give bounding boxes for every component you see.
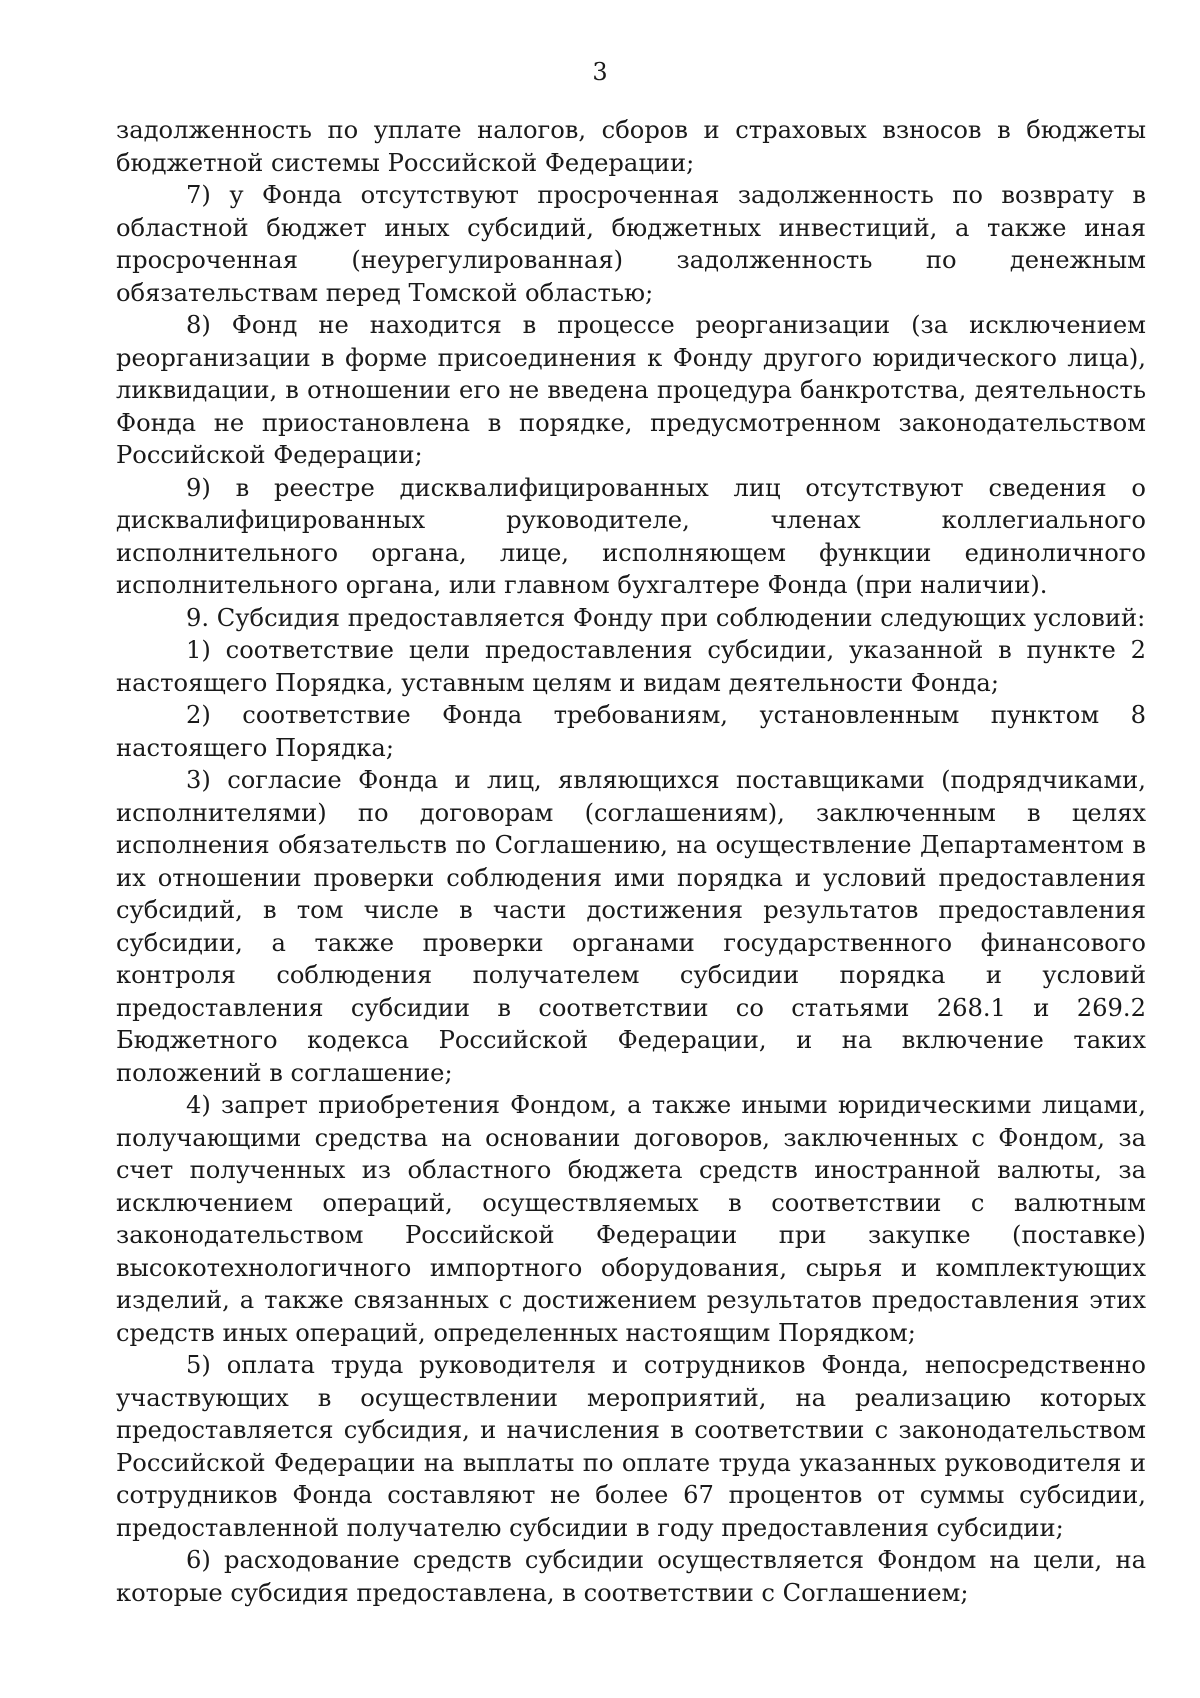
list-marker: 5) xyxy=(186,1351,211,1379)
condition-item-3 xyxy=(116,764,1146,1089)
paragraph-text: у Фонда отсутствуют просроченная задолженность по возврату в областной бюджет иных субсидий, бюджетных инвестиций, а также иная просроченная (неурегулированная) задолженность по денежным обязательствам перед Томской областью; xyxy=(116,181,1146,307)
list-marker: 3) xyxy=(186,766,211,794)
list-marker: 6) xyxy=(186,1546,211,1574)
condition-item-5 xyxy=(116,1349,1146,1544)
list-marker: 9) xyxy=(186,473,211,502)
condition-item-6 xyxy=(116,1544,1146,1609)
section-marker: 9. xyxy=(186,603,210,632)
paragraph-text: согласие Фонда и лиц, являющихся поставщиками (подрядчиками, исполнителями) по договорам (соглашениям), заключенным в целях исполнения обязательств по Соглашению, на осуществление Департаментом в их отношении проверки соблюдения ими порядка и условий предоставления субсидий, в том числе в части достижения результатов предоставления субсидии, а также проверки органами государственного финансового контроля соблюдения получателем субсидии порядка и условий предоставления субсидии в соответствии со статьями 268.1 и 269.2 Бюджетного кодекса Российской Федерации, и на включение таких положений в соглашение; xyxy=(116,766,1146,1087)
list-marker: 2) xyxy=(186,701,211,729)
condition-item-2 xyxy=(116,699,1146,764)
paragraph-text: Субсидия предоставляется Фонду при соблюдении следующих условий: xyxy=(216,603,1146,632)
paragraph-continuation xyxy=(116,114,1146,179)
paragraph-text: задолженность по уплате налогов, сборов и страховых взносов в бюджеты бюджетной системы Российской Федерации; xyxy=(116,116,1146,177)
list-item-9 xyxy=(116,472,1146,602)
list-marker: 8) xyxy=(186,311,211,339)
paragraph-text: соответствие цели предоставления субсидии, указанной в пункте 2 настоящего Порядка, уставным целям и видам деятельности Фонда; xyxy=(116,636,1146,697)
list-item-7 xyxy=(116,179,1146,309)
paragraph-text: Фонд не находится в процессе реорганизации (за исключением реорганизации в форме присоединения к Фонду другого юридического лица), ликвидации, в отношении его не введена процедура банкротства, деятельность Фонда не приостановлена в порядке, предусмотренном законодательством Российской Федерации; xyxy=(116,311,1146,469)
paragraph-text: соответствие Фонда требованиям, установленным пунктом 8 настоящего Порядка; xyxy=(116,701,1146,762)
list-marker: 7) xyxy=(186,181,211,209)
list-item-8 xyxy=(116,309,1146,472)
page-number: 3 xyxy=(592,58,608,86)
paragraph-text: запрет приобретения Фондом, а также иными юридическими лицами, получающими средства на основании договоров, заключенных с Фондом, за счет полученных из областного бюджета средств иностранной валюты, за исключением операций, осуществляемых в соответствии с валютным законодательством Российской Федерации при закупке (поставке) высокотехнологичного импортного оборудования, сырья и комплектующих изделий, а также связанных с достижением результатов предоставления этих средств иных операций, определенных настоящим Порядком; xyxy=(116,1091,1146,1347)
paragraph-text: расходование средств субсидии осуществляется Фондом на цели, на которые субсидия предоставлена, в соответствии с Соглашением; xyxy=(116,1546,1146,1607)
document-body xyxy=(116,114,1146,1609)
condition-item-1 xyxy=(116,634,1146,699)
list-marker: 4) xyxy=(186,1091,211,1119)
paragraph-text: в реестре дисквалифицированных лиц отсутствуют сведения о дисквалифицированных руководителе, членах коллегиального исполнительного органа, лице, исполняющем функции единоличного исполнительного органа, или главном бухгалтере Фонда (при наличии). xyxy=(116,473,1146,599)
condition-item-4 xyxy=(116,1089,1146,1349)
paragraph-text: оплата труда руководителя и сотрудников Фонда, непосредственно участвующих в осуществлении мероприятий, на реализацию которых предоставляется субсидия, и начисления в соответствии с законодательством Российской Федерации на выплаты по оплате труда указанных руководителя и сотрудников Фонда составляют не более 67 процентов от суммы субсидии, предоставленной получателю субсидии в году предоставления субсидии; xyxy=(116,1351,1146,1542)
list-marker: 1) xyxy=(186,636,211,664)
section-9 xyxy=(116,602,1146,635)
